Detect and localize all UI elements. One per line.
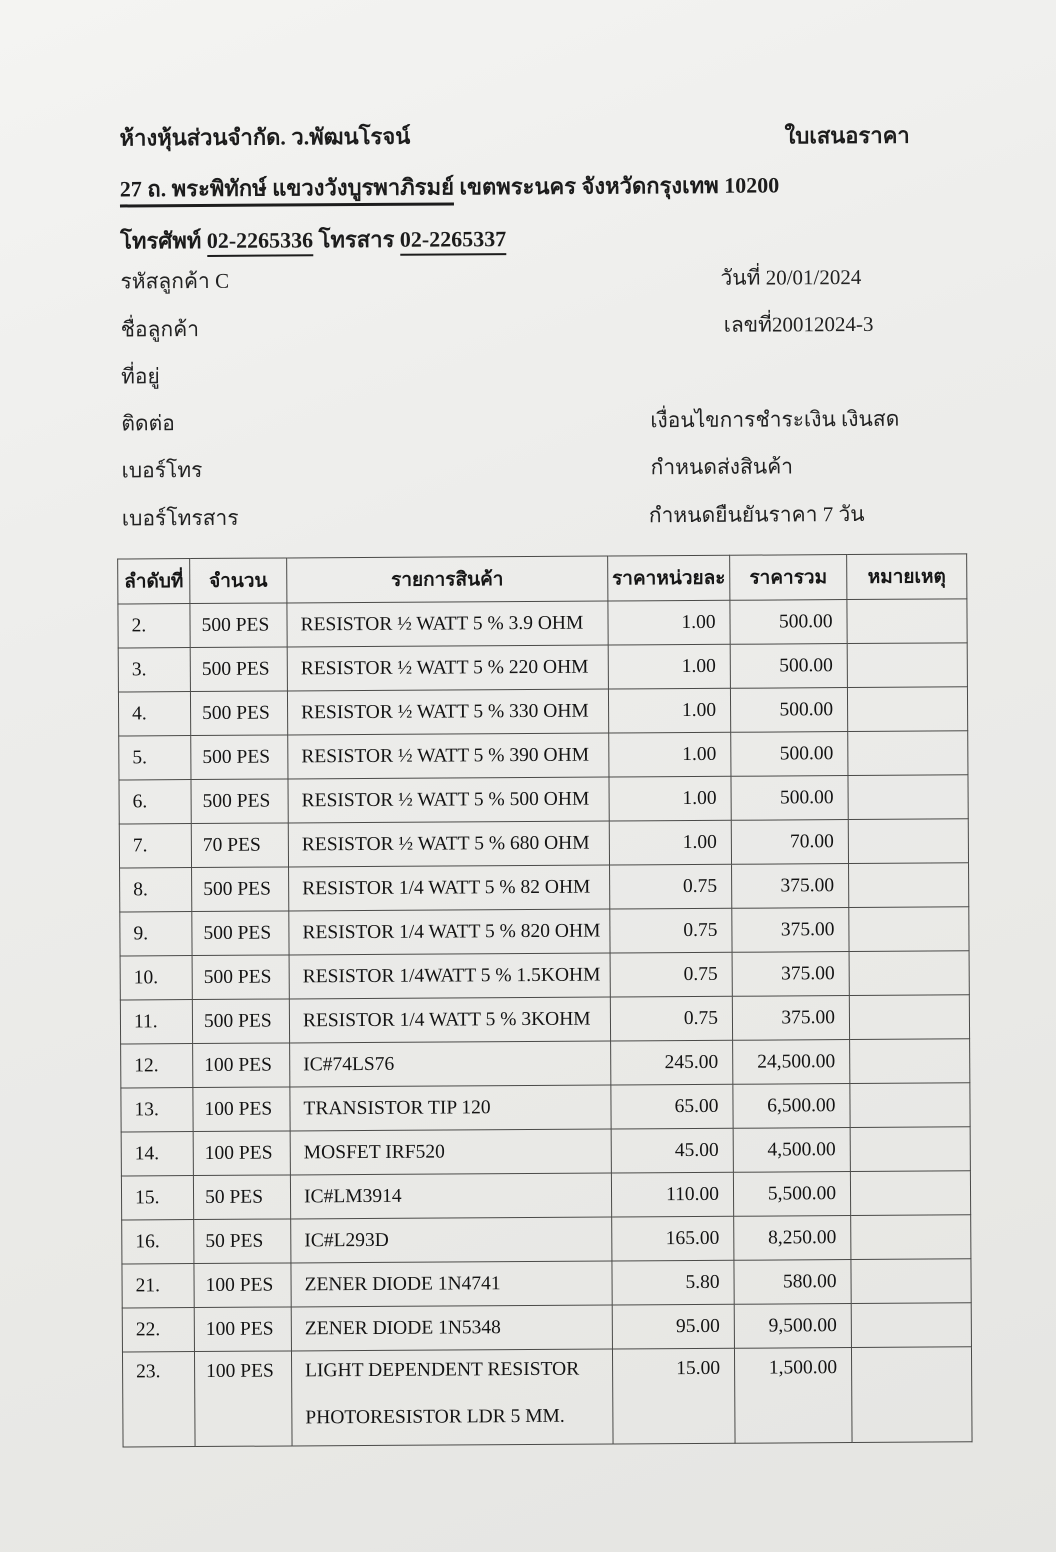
cell-unit-price: 0.75 <box>610 996 732 1041</box>
cell-no: 14. <box>121 1132 193 1176</box>
cell-no: 2. <box>118 604 190 648</box>
table-row <box>121 1127 970 1176</box>
cell-total-price: 4,500.00 <box>733 1128 850 1173</box>
cell-item <box>287 645 608 691</box>
cell-total-price: 1,500.00 <box>734 1348 852 1444</box>
customer-phone-label: เบอร์โทร <box>121 457 203 483</box>
cell-remark <box>851 1215 971 1260</box>
payment-terms-label: เงื่อนไขการชำระเงิน <box>650 407 842 433</box>
cell-no: 3. <box>118 648 190 692</box>
cell-unit-price: 65.00 <box>611 1084 733 1129</box>
cell-unit-price: 5.80 <box>612 1260 734 1305</box>
company-address <box>120 167 779 206</box>
item-line-1: LIGHT DEPENDENT RESISTOR <box>305 1358 580 1382</box>
cell-total-price: 9,500.00 <box>734 1304 851 1349</box>
cell-qty: 500 PES <box>191 735 288 780</box>
cell-unit-price: 0.75 <box>610 864 732 909</box>
cell-total-price: 375.00 <box>732 864 849 909</box>
table-row <box>122 1303 971 1352</box>
item-line-1: ZENER DIODE 1N5348 <box>304 1316 501 1339</box>
item-line-1: RESISTOR ½ WATT 5 % 3.9 OHM <box>300 612 584 635</box>
cell-qty: 500 PES <box>192 867 289 912</box>
cell-remark <box>848 819 968 864</box>
item-line-1: RESISTOR 1/4 WATT 5 % 82 OHM <box>302 876 591 899</box>
cell-item <box>290 1173 611 1219</box>
customer-address-label: ที่อยู่ <box>120 364 160 389</box>
item-line-1: RESISTOR ½ WATT 5 % 220 OHM <box>300 656 589 679</box>
quote-table-body <box>118 599 972 1447</box>
cell-remark <box>850 1127 970 1172</box>
cell-unit-price: 165.00 <box>612 1216 734 1261</box>
cell-remark <box>848 775 968 820</box>
cell-item <box>288 777 609 823</box>
item-line-1: TRANSISTOR TIP 120 <box>303 1096 491 1119</box>
table-row <box>119 731 968 780</box>
cell-item <box>288 733 609 779</box>
cell-remark <box>851 1259 971 1304</box>
cell-remark <box>849 863 969 908</box>
table-row <box>121 1171 970 1220</box>
cell-item <box>289 953 610 999</box>
cell-total-price: 6,500.00 <box>733 1084 850 1129</box>
cell-no: 21. <box>122 1264 194 1308</box>
cell-remark <box>847 643 967 688</box>
customer-name-label: ชื่อลูกค้า <box>120 317 200 342</box>
company-address-rest: เขตพระนคร จังหวัดกรุงเทพ 10200 <box>453 172 780 200</box>
doc-date-line <box>720 261 861 295</box>
cell-unit-price: 245.00 <box>611 1040 733 1085</box>
cell-remark <box>849 907 969 952</box>
cell-qty: 100 PES <box>194 1307 291 1352</box>
cell-no: 23. <box>122 1352 195 1447</box>
table-row <box>118 599 967 648</box>
phone-number: 02-2265336 <box>207 227 314 257</box>
phone-label: โทรศัพท์ <box>120 227 207 254</box>
cell-no: 16. <box>122 1220 194 1264</box>
cell-no: 15. <box>121 1176 193 1220</box>
cell-total-price: 24,500.00 <box>733 1040 850 1085</box>
item-line-1: MOSFET IRF520 <box>303 1141 445 1163</box>
table-row <box>121 1083 970 1132</box>
cell-total-price: 500.00 <box>730 688 847 733</box>
cell-unit-price: 110.00 <box>611 1172 733 1217</box>
cell-total-price: 500.00 <box>731 776 848 821</box>
cell-item <box>289 909 610 955</box>
cell-unit-price: 1.00 <box>609 732 731 777</box>
customer-fax-label: เบอร์โทรสาร <box>121 505 239 531</box>
cell-qty: 500 PES <box>192 911 289 956</box>
cell-item <box>291 1305 612 1351</box>
cell-unit-price: 1.00 <box>609 776 731 821</box>
fax-label: โทรสาร <box>313 226 400 253</box>
table-row <box>120 951 969 1000</box>
cell-total-price: 500.00 <box>730 644 847 689</box>
cell-no: 9. <box>120 912 192 956</box>
cell-item <box>291 1261 612 1307</box>
company-phone-line <box>120 221 506 258</box>
cell-item <box>287 601 608 647</box>
cell-remark <box>850 1039 970 1084</box>
cell-no: 13. <box>121 1088 193 1132</box>
table-row <box>122 1215 971 1264</box>
cell-item <box>288 821 609 867</box>
cell-no: 22. <box>122 1308 194 1352</box>
cell-unit-price: 1.00 <box>608 600 730 645</box>
table-row <box>120 907 969 956</box>
cell-item <box>290 1041 611 1087</box>
customer-contact-label: ติดต่อ <box>121 411 175 436</box>
cell-remark <box>847 687 967 732</box>
table-header-row <box>118 554 967 604</box>
cell-total-price: 375.00 <box>732 952 849 997</box>
table-row <box>121 1039 970 1088</box>
price-validity-value: 7 วัน <box>822 501 865 527</box>
col-header-remark: หมายเหตุ <box>847 554 967 600</box>
table-row <box>119 775 968 824</box>
cell-item <box>289 997 610 1043</box>
cell-remark <box>850 1171 970 1216</box>
cell-remark <box>851 1303 971 1348</box>
cell-qty: 100 PES <box>194 1263 291 1308</box>
table-row <box>118 643 967 692</box>
table-row <box>118 687 967 736</box>
payment-terms-line <box>650 403 899 438</box>
document-title: ใบเสนอราคา <box>784 122 910 149</box>
cell-remark <box>849 995 969 1040</box>
item-line-1: IC#LM3914 <box>303 1185 402 1207</box>
cell-item <box>291 1349 613 1446</box>
cell-item <box>291 1217 612 1263</box>
customer-code-value: C <box>214 268 230 293</box>
cell-unit-price: 1.00 <box>608 644 730 689</box>
cell-unit-price: 0.75 <box>610 908 732 953</box>
item-line-1: RESISTOR 1/4 WATT 5 % 820 OHM <box>302 920 601 943</box>
col-header-unit-price: ราคาหน่วยละ <box>608 555 730 601</box>
cell-qty: 100 PES <box>193 1043 290 1088</box>
cell-no: 8. <box>120 868 192 912</box>
cell-no: 7. <box>119 824 191 868</box>
item-line-1: ZENER DIODE 1N4741 <box>304 1272 501 1295</box>
doc-number-line <box>724 308 874 342</box>
table-row <box>120 995 969 1044</box>
cell-total-price: 500.00 <box>731 732 848 777</box>
cell-qty: 500 PES <box>190 603 287 648</box>
price-validity-line <box>649 498 865 532</box>
delivery-terms-label: กำหนดส่งสินค้า <box>650 454 794 480</box>
quote-table <box>117 553 972 1447</box>
item-line-1: RESISTOR 1/4 WATT 5 % 3KOHM <box>302 1008 591 1031</box>
cell-no: 5. <box>119 736 191 780</box>
item-line-2: PHOTORESISTOR LDR 5 MM. <box>305 1405 565 1429</box>
cell-no: 4. <box>118 692 190 736</box>
table-row <box>119 819 968 868</box>
cell-total-price: 5,500.00 <box>733 1172 850 1217</box>
cell-no: 12. <box>121 1044 193 1088</box>
col-header-total-price: ราคารวม <box>730 555 847 601</box>
cell-remark <box>848 731 968 776</box>
col-header-item: รายการสินค้า <box>287 556 608 603</box>
cell-qty: 50 PES <box>193 1175 290 1220</box>
cell-qty: 500 PES <box>190 691 287 736</box>
cell-total-price: 70.00 <box>731 820 848 865</box>
cell-qty: 70 PES <box>191 823 288 868</box>
item-line-1: IC#74LS76 <box>303 1053 395 1075</box>
table-row <box>120 863 969 912</box>
cell-total-price: 375.00 <box>732 996 849 1041</box>
cell-item <box>290 1129 611 1175</box>
item-line-1: RESISTOR ½ WATT 5 % 330 OHM <box>301 700 589 723</box>
table-row <box>122 1259 971 1308</box>
cell-qty: 100 PES <box>193 1087 290 1132</box>
col-header-no: ลำดับที่ <box>118 559 190 604</box>
doc-number-value: 20012024-3 <box>771 311 874 337</box>
quote-table-wrap <box>117 553 972 1447</box>
cell-unit-price: 45.00 <box>611 1128 733 1173</box>
cell-unit-price: 0.75 <box>610 952 732 997</box>
item-line-1: RESISTOR 1/4WATT 5 % 1.5KOHM <box>302 964 601 987</box>
doc-number-label: เลขที่ <box>723 312 773 337</box>
cell-no: 6. <box>119 780 191 824</box>
price-validity-label: กำหนดยืนยันราคา <box>648 502 823 528</box>
cell-remark <box>850 1083 970 1128</box>
cell-no: 11. <box>120 1000 192 1044</box>
payment-terms-value: เงินสด <box>840 406 900 432</box>
cell-qty: 500 PES <box>192 955 289 1000</box>
cell-no: 10. <box>120 956 192 1000</box>
cell-total-price: 375.00 <box>732 908 849 953</box>
cell-total-price: 8,250.00 <box>734 1216 851 1261</box>
cell-qty: 500 PES <box>191 779 288 824</box>
fax-number: 02-2265337 <box>400 226 507 256</box>
customer-code-label: รหัสลูกค้า <box>120 268 216 294</box>
company-name: ห้างหุ้นส่วนจำกัด. ว.พัฒนโรจน์ <box>119 123 411 151</box>
cell-qty: 500 PES <box>190 647 287 692</box>
cell-unit-price: 1.00 <box>608 688 730 733</box>
cell-item <box>287 689 608 735</box>
item-line-1: RESISTOR ½ WATT 5 % 500 OHM <box>301 788 590 811</box>
cell-qty: 500 PES <box>192 999 289 1044</box>
col-header-qty: จำนวน <box>190 558 287 604</box>
cell-remark <box>849 951 969 996</box>
cell-unit-price: 95.00 <box>612 1304 734 1349</box>
cell-unit-price: 1.00 <box>609 820 731 865</box>
cell-total-price: 500.00 <box>730 600 847 645</box>
item-line-1: IC#L293D <box>304 1229 389 1251</box>
doc-date-value: 20/01/2024 <box>765 264 862 290</box>
cell-unit-price: 15.00 <box>612 1348 735 1444</box>
cell-item <box>289 865 610 911</box>
company-address-underlined: 27 ถ. พระพิทักษ์ แขวงวังบูรพาภิรมย์ <box>120 174 454 207</box>
doc-date-label: วันที่ <box>720 265 766 290</box>
cell-item <box>290 1085 611 1131</box>
cell-remark <box>851 1347 972 1443</box>
item-line-1: RESISTOR ½ WATT 5 % 680 OHM <box>301 832 590 855</box>
cell-qty: 100 PES <box>194 1351 292 1447</box>
item-line-1: RESISTOR ½ WATT 5 % 390 OHM <box>301 744 590 767</box>
cell-qty: 100 PES <box>193 1131 290 1176</box>
table-row <box>122 1347 972 1447</box>
customer-code-line <box>120 265 229 299</box>
cell-total-price: 580.00 <box>734 1260 851 1305</box>
cell-qty: 50 PES <box>194 1219 291 1264</box>
cell-remark <box>847 599 967 644</box>
